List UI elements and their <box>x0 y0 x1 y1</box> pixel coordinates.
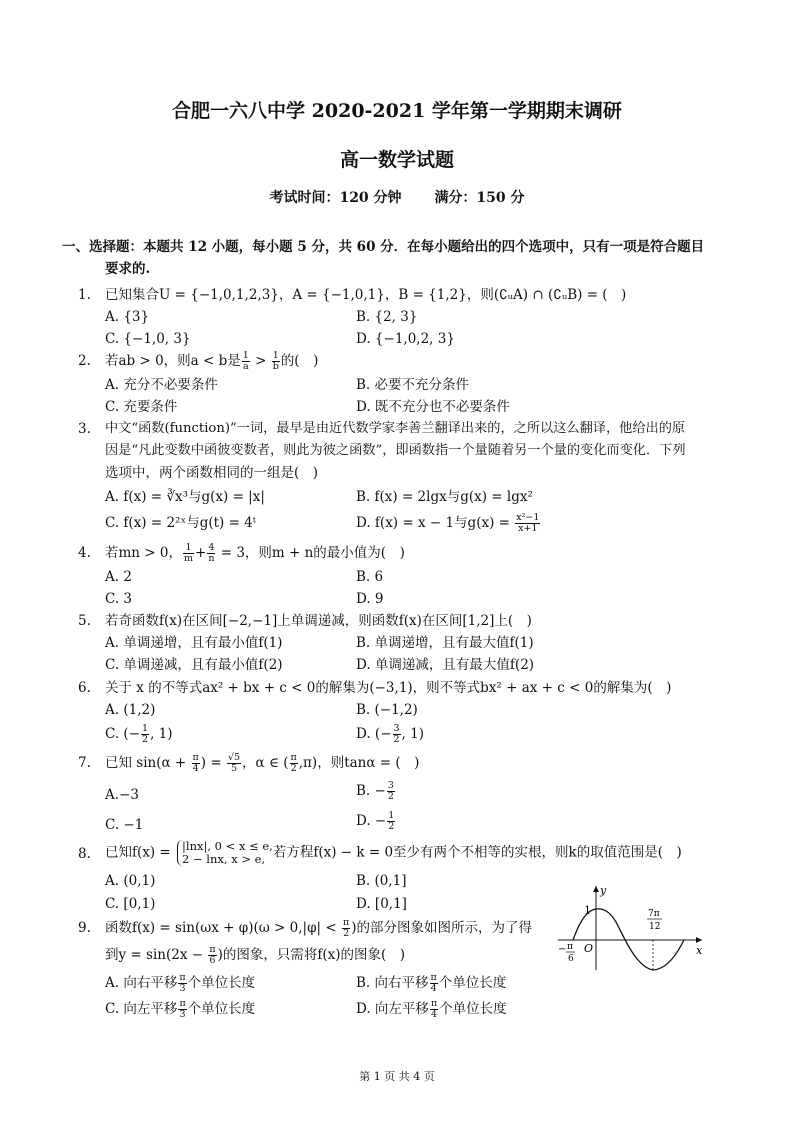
x-axis-arrow <box>696 937 702 943</box>
denominator: 2 <box>290 763 297 774</box>
numerator: 3 <box>387 780 394 791</box>
denominator: 2 <box>387 791 394 802</box>
option-a <box>105 972 255 994</box>
text-part: D. − <box>356 813 387 829</box>
numerator: π <box>179 972 186 983</box>
fraction <box>141 724 149 745</box>
case-1: |lnx|, 0 < x ≤ e, <box>182 839 273 853</box>
denominator: 3 <box>179 1009 186 1020</box>
origin-label: O <box>584 942 594 955</box>
option-d <box>356 723 424 745</box>
case-2: 2 − lnx, x > e, <box>182 852 266 866</box>
question-number: 5. <box>78 613 91 629</box>
left-tick-den: 6 <box>568 954 574 964</box>
fraction <box>178 973 186 994</box>
text-part: 若ab > 0，则a < b是 <box>105 353 241 369</box>
question-number: 8. <box>78 846 91 862</box>
text-part: )的部分图象如图所示，为了得 <box>351 920 533 936</box>
denominator: 2 <box>388 821 395 832</box>
text-part: ,π)，则tanα = ( ) <box>298 755 420 771</box>
option-c: C. [0,1) <box>105 896 156 912</box>
fraction <box>272 351 280 372</box>
right-tick-num: 7π <box>648 909 660 919</box>
denominator: 2 <box>393 734 400 745</box>
text-part: 已知f(x) = <box>105 844 176 861</box>
text-part: 个单位长度 <box>187 1001 256 1017</box>
question-text-line1: 中文“函数(function)”一词，最早是由近代数学家李善兰翻译出来的，之所以这么翻译，他给出的原 <box>105 421 686 436</box>
exam-score: 满分：150 分 <box>434 190 525 206</box>
text-part: D. (− <box>356 726 392 742</box>
text-part: 函数f(x) = sin(ωx + φ)(ω > 0,|φ| < <box>105 920 341 936</box>
y-axis-arrow <box>593 886 599 892</box>
denominator: x+1 <box>518 523 538 534</box>
text-part: D. f(x) = x − 1与g(x) = <box>356 515 515 531</box>
option-c: C. 单调递减，且有最小值f(2) <box>105 657 283 673</box>
question-number: 4. <box>78 545 91 561</box>
text-part: ) = <box>200 755 226 771</box>
question-text <box>105 840 725 866</box>
text-part: , 1) <box>401 726 425 742</box>
option-b: B. f(x) = 2lgx与g(x) = lgx² <box>356 489 533 505</box>
option-c <box>105 998 255 1020</box>
option-c: C. 充要条件 <box>105 399 178 415</box>
option-a: A. {3} <box>105 309 150 325</box>
question-number: 3. <box>78 421 91 437</box>
fraction <box>387 781 395 802</box>
neg-sign: − <box>558 944 567 955</box>
text-part: = 3，则m + n的最小值为( ) <box>216 545 405 561</box>
denominator: 4 <box>431 1009 438 1020</box>
denominator: a <box>242 361 249 372</box>
question-number: 6. <box>78 680 91 696</box>
text-part: C. (− <box>105 726 141 742</box>
exam-title: 合肥一六八中学 2020-2021 学年第一学期期末调研 <box>172 100 622 122</box>
option-d <box>356 512 541 534</box>
fraction <box>393 724 401 745</box>
option-a: A. 充分不必要条件 <box>105 377 218 393</box>
numerator: 1 <box>272 350 279 361</box>
option-b: B. (−1,2) <box>356 702 418 718</box>
page-footer: 第 1 页 共 4 页 <box>359 1070 435 1083</box>
text-part: B. − <box>356 783 386 799</box>
text-part: , 1) <box>150 726 173 742</box>
exam-subtitle: 高一数学试题 <box>339 149 454 171</box>
numerator: 4 <box>208 542 215 553</box>
text-part: )的图象，只需将f(x)的图象( ) <box>217 947 406 963</box>
numerator: π <box>430 998 438 1009</box>
option-d: D. 9 <box>356 591 384 607</box>
text-part: B. 向右平移 <box>356 975 429 991</box>
section-heading: 一、选择题：本题共 12 小题，每小题 5 分，共 60 分．在每小题给出的四个选项中，只有一项是符合题目 <box>62 239 705 255</box>
fraction <box>430 973 438 994</box>
numerator: π <box>192 752 199 763</box>
option-b <box>356 780 396 802</box>
sine-graph <box>556 882 706 972</box>
numerator: 3 <box>393 723 400 734</box>
question-text: 关于 x 的不等式ax² + bx + c < 0的解集为(−3,1)，则不等式bx² + ax + c < 0的解集为( ) <box>105 680 672 696</box>
numerator: √5 <box>227 752 241 763</box>
right-tick-den: 12 <box>649 922 661 932</box>
numerator: 1 <box>388 810 395 821</box>
question-text-line2 <box>105 944 405 966</box>
fraction <box>290 753 298 774</box>
option-a: A. f(x) = ∛x³与g(x) = |x| <box>105 489 265 505</box>
text-part: 已知 sin(α + <box>105 755 191 771</box>
one-label: 1 <box>584 904 591 917</box>
option-a: A. (0,1) <box>105 873 156 889</box>
x-label: x <box>696 944 703 957</box>
text-part: 若方程f(x) − k = 0至少有两个不相等的实根，则k的取值范围是( ) <box>272 844 682 861</box>
denominator: 5 <box>230 763 238 774</box>
option-a: A.−3 <box>105 787 139 803</box>
fraction <box>515 513 540 534</box>
fraction <box>342 918 350 939</box>
text-part: 个单位长度 <box>187 975 256 991</box>
section-heading-cont: 要求的. <box>105 261 151 277</box>
question-number: 9. <box>78 920 91 936</box>
numerator: 1 <box>183 543 194 554</box>
option-d <box>356 810 396 832</box>
sine-curve <box>573 909 684 970</box>
numerator: π <box>430 972 437 983</box>
left-tick-num: π <box>567 942 573 952</box>
fraction <box>242 351 250 372</box>
text-part: 若mn > 0， <box>105 545 182 561</box>
denominator: 4 <box>430 983 437 994</box>
option-d: D. 既不充分也不必要条件 <box>356 399 510 415</box>
numerator: π <box>179 998 186 1009</box>
exam-time: 考试时间：120 分钟 <box>269 190 402 206</box>
text-part: ，α ∈ ( <box>242 755 289 771</box>
question-text-line2: 因是“凡此变数中函彼变数者，则此为彼之函数”，即函数指一个量随着另一个量的变化而变化．下列 <box>105 443 686 458</box>
fraction <box>178 999 186 1020</box>
question-text <box>105 542 725 564</box>
denominator: 2 <box>343 928 350 939</box>
option-c <box>105 723 173 745</box>
option-a: A. (1,2) <box>105 702 156 718</box>
denominator: n <box>208 553 215 564</box>
option-c: C. {−1,0, 3} <box>105 331 191 347</box>
fraction <box>183 543 194 564</box>
option-b: B. 必要不充分条件 <box>356 377 470 393</box>
numerator: 1 <box>142 723 149 734</box>
text-part: 个单位长度 <box>438 975 507 991</box>
question-text: 已知集合U = {−1,0,1,2,3}，A = {−1,0,1}，B = {1,2}，则(∁ᵤA) ∩ (∁ᵤB) = ( ) <box>105 287 627 303</box>
option-a: A. 单调递增，且有最小值f(1) <box>105 635 283 651</box>
numerator: 1 <box>242 350 249 361</box>
option-c: C. f(x) = 2²ˣ与g(t) = 4ᵗ <box>105 515 257 531</box>
numerator: π <box>342 917 350 928</box>
y-label: y <box>600 884 607 897</box>
denominator: 4 <box>192 763 199 774</box>
exam-info <box>0 187 794 207</box>
option-b <box>356 972 506 994</box>
text-part: A. 向右平移 <box>105 975 178 991</box>
question-text-line3: 选项中，两个函数相同的一组是( ) <box>105 465 319 481</box>
text-part: C. 向左平移 <box>105 1001 178 1017</box>
denominator: m <box>183 553 193 564</box>
fraction <box>208 945 216 966</box>
denominator: 2 <box>142 734 149 745</box>
question-number: 7. <box>78 755 91 771</box>
denominator: 3 <box>179 983 186 994</box>
question-number: 1. <box>78 287 91 303</box>
text-part: > <box>250 353 271 369</box>
numerator: π <box>209 944 216 955</box>
question-text <box>105 350 725 372</box>
option-d: D. 单调递减，且有最大值f(2) <box>356 657 535 673</box>
question-text <box>105 752 725 774</box>
option-b: B. {2, 3} <box>356 309 418 325</box>
question-number: 2. <box>78 353 91 369</box>
option-b: B. 单调递增，且有最大值f(1) <box>356 635 534 651</box>
text-part: D. 向左平移 <box>356 1001 429 1017</box>
option-d: D. [0,1] <box>356 896 407 912</box>
option-d <box>356 998 507 1020</box>
piecewise-brace <box>177 840 273 866</box>
option-c: C. −1 <box>105 817 144 833</box>
text-part: + <box>195 545 207 561</box>
fraction <box>430 999 438 1020</box>
fraction <box>207 543 215 564</box>
fraction <box>192 753 200 774</box>
text-part: 个单位长度 <box>439 1001 507 1017</box>
option-b: B. 6 <box>356 569 384 585</box>
text-part: 到y = sin(2x − <box>105 947 208 963</box>
fraction <box>227 753 241 774</box>
option-d: D. {−1,0,2, 3} <box>356 331 455 347</box>
fraction <box>387 811 395 832</box>
denominator: b <box>272 361 279 372</box>
option-b: B. (0,1] <box>356 873 407 889</box>
text-part: 的( ) <box>280 353 319 369</box>
option-a: A. 2 <box>105 569 132 585</box>
denominator: 6 <box>209 955 216 966</box>
option-c: C. 3 <box>105 591 133 607</box>
numerator: x²−1 <box>516 512 540 523</box>
question-text: 若奇函数f(x)在区间[−2,−1]上单调递减，则函数f(x)在区间[1,2]上( ) <box>105 613 532 629</box>
numerator: π <box>290 752 297 763</box>
